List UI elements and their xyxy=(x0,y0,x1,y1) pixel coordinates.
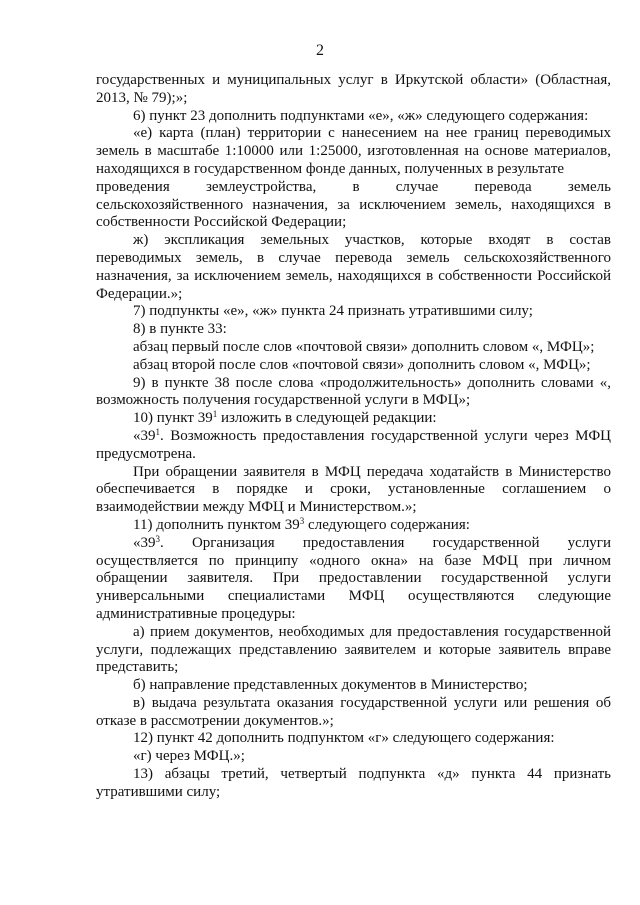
paragraph-procedure-a: а) прием документов, необходимых для предоставления государственной услуги, подлежащих представлению заявителем и которые заявитель вправе представить; xyxy=(96,623,611,676)
paragraph-procedure-v: в) выдача результата оказания государственной услуги или решения об отказе в рассмотрении документов.»; xyxy=(96,694,611,729)
paragraph-item-13: 13) абзацы третий, четвертый подпункта «д» пункта 44 признать утратившими силу; xyxy=(96,766,611,800)
paragraph-subitem-g: «г) через МФЦ.»; xyxy=(133,748,245,765)
word: случае xyxy=(395,178,439,195)
paragraph-subitem-e-justified-line xyxy=(96,179,611,197)
paragraph-item-8: 8) в пункте 33: xyxy=(133,321,227,338)
paragraph-item-6: 6) пункт 23 дополнить подпунктами «е», «ж» следующего содержания: xyxy=(133,107,589,124)
paragraph-subitem-e: «е) карта (план) территории с нанесением на нее границ переводимых земель в масштабе 1:10000 или 1:25000, изготовленная на основе материалов, находящихся в государственном фонде данных, полученных в результате xyxy=(96,125,611,177)
word: в xyxy=(352,178,360,195)
paragraph-item-11: 11) дополнить пунктом $39^3$ следующего содержания: xyxy=(133,515,470,533)
page-number: 2 xyxy=(316,42,324,59)
paragraph-subitem-e-end: сельскохозяйственного назначения, за исключением земель, находящихся в собственности Российской Федерации; xyxy=(96,196,611,231)
paragraph-item-8-abzac-2: абзац второй после слов «почтовой связи» дополнить словом «, МФЦ»; xyxy=(133,356,591,373)
paragraph-mfc-transfer: При обращении заявителя в МФЦ передача ходатайств в Министерство обеспечивается в порядке и сроки, установленные соглашением о взаимодействии между МФЦ и Министерством.»; xyxy=(96,463,611,516)
word: землеустройства, xyxy=(205,178,317,195)
paragraph-procedure-b: б) направление представленных документов в Министерство; xyxy=(133,677,528,694)
paragraph-item-8-abzac-1: абзац первый после слов «почтовой связи» дополнить словом «, МФЦ»; xyxy=(133,338,595,355)
paragraph-item-9: 9) в пункте 38 после слова «продолжительность» дополнить словами «, возможность получения государственной услуги в МФЦ»; xyxy=(96,374,611,409)
paragraph-point-39-3: «$39^3$. Организация предоставления государственной услуги осуществляется по принципу «одного окна» на базе МФЦ при личном обращении заявителя. При предоставлении государственной услуги универсальными специалистами МФЦ осуществляются следующие административные процедуры: xyxy=(96,533,611,622)
document-body xyxy=(96,72,611,802)
paragraph-item-12: 12) пункт 42 дополнить подпунктом «г» следующего содержания: xyxy=(133,730,555,747)
paragraph-item-7: 7) подпункты «е», «ж» пункта 24 признать утратившими силу; xyxy=(133,303,533,320)
paragraph-subitem-zh: ж) экспликация земельных участков, которые входят в состав переводимых земель, в случае перевода земель сельскохозяйственного назначения, за исключением земель, находящихся в собственности Российской Федерации.»; xyxy=(96,232,611,302)
word: перевода xyxy=(474,178,532,195)
word: земель xyxy=(567,178,611,195)
paragraph-point-39-1: «$39^1$. Возможность предоставления государственной услуги через МФЦ предусмотрена. xyxy=(96,426,611,462)
paragraph-item-10: 10) пункт $39^1$ изложить в следующей редакции: xyxy=(133,409,437,427)
paragraph-continuation: государственных и муниципальных услуг в Иркутской области» (Областная, 2013, № 79);»; xyxy=(96,72,611,106)
word: проведения xyxy=(96,178,170,195)
